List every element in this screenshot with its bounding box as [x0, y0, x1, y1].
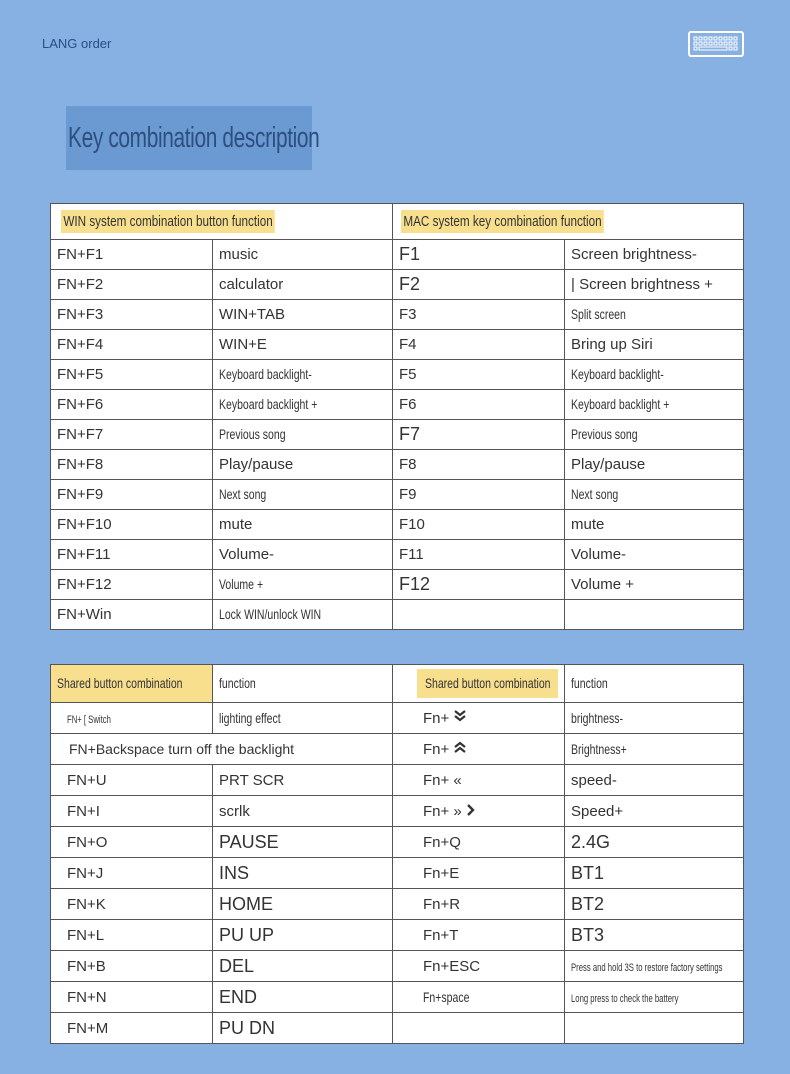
shared-key: FN+L — [67, 926, 105, 944]
win-function: Volume- — [219, 546, 275, 563]
table-row — [51, 920, 744, 951]
mac-function-cell — [565, 480, 744, 510]
win-header-cell — [51, 204, 393, 240]
shared-function-2: Brightness+ — [571, 740, 627, 757]
table-row — [51, 480, 744, 510]
mac-key: F10 — [399, 516, 425, 533]
table-row — [51, 827, 744, 858]
shared-key-2: Fn+ » — [423, 802, 462, 820]
shared-key-2: Fn+R — [423, 895, 461, 913]
shared-key-2-cell — [393, 703, 565, 734]
mac-key-cell — [393, 240, 565, 270]
table-row — [51, 390, 744, 420]
shared-function: PU UP — [219, 924, 275, 945]
mac-function: mute — [571, 516, 605, 533]
shared-function-cell — [213, 951, 393, 982]
shared-key-header-2: Shared button combination — [425, 675, 551, 691]
win-key-cell — [51, 420, 213, 450]
win-function: calculator — [219, 276, 284, 293]
mac-function: Screen brightness- — [571, 246, 697, 263]
win-key: FN+F6 — [57, 396, 104, 413]
mac-function: | Screen brightness + — [571, 276, 713, 293]
win-function-cell — [213, 450, 393, 480]
page-title: Key combination description — [68, 122, 320, 154]
shared-key-cell — [51, 951, 213, 982]
mac-function: Next song — [571, 486, 619, 502]
shared-key: FN+I — [67, 802, 100, 820]
shared-function-2: 2.4G — [571, 831, 611, 852]
mac-function: Keyboard backlight + — [571, 396, 670, 412]
win-key-cell — [51, 330, 213, 360]
mac-key: F9 — [399, 486, 417, 503]
shared-function: PAUSE — [219, 831, 279, 852]
shared-key-cell — [51, 734, 393, 765]
table-row — [51, 600, 744, 630]
shared-function-2: brightness- — [571, 709, 623, 726]
win-function: Previous song — [219, 426, 286, 442]
shared-key-cell — [51, 982, 213, 1013]
win-key: FN+F3 — [57, 306, 104, 323]
shared-key-2: Fn+Q — [423, 833, 461, 851]
win-function: Play/pause — [219, 456, 294, 473]
mac-key: F2 — [399, 274, 421, 294]
win-function: Keyboard backlight + — [219, 396, 318, 412]
shared-function-2: speed- — [571, 771, 617, 789]
win-key: FN+F10 — [57, 516, 112, 533]
shared-function: HOME — [219, 893, 273, 914]
table-row — [51, 330, 744, 360]
shared-function-2: Press and hold 3S to restore factory settings — [571, 961, 723, 974]
table-row — [51, 510, 744, 540]
mac-key: F7 — [399, 424, 421, 444]
shared-function-2-cell — [565, 703, 744, 734]
shared-key: FN+Backspace turn off the backlight — [69, 740, 295, 757]
mac-key: F8 — [399, 456, 417, 473]
win-function: Next song — [219, 486, 267, 502]
shared-function-header-cell — [213, 665, 393, 703]
mac-key: F4 — [399, 336, 417, 353]
shared-key: FN+B — [67, 957, 106, 975]
win-key: FN+F4 — [57, 336, 104, 353]
shared-function-2-cell — [565, 858, 744, 889]
mac-key-cell — [393, 600, 565, 630]
shared-key: FN+N — [67, 988, 107, 1006]
win-key-cell — [51, 270, 213, 300]
win-function-cell — [213, 420, 393, 450]
shared-function-header: function — [219, 675, 256, 691]
table-header-row — [51, 665, 744, 703]
title-box — [66, 106, 320, 170]
mac-function-cell — [565, 570, 744, 600]
win-key: FN+Win — [57, 606, 112, 623]
shared-key-header-cell — [51, 665, 213, 703]
shared-function-cell — [213, 889, 393, 920]
mac-function: Keyboard backlight- — [571, 366, 664, 382]
win-key: FN+F11 — [57, 546, 111, 563]
table-row — [51, 889, 744, 920]
shared-key-2: Fn+E — [423, 864, 460, 882]
table-row — [51, 982, 744, 1013]
shared-function: lighting effect — [219, 709, 281, 726]
table-row — [51, 570, 744, 600]
mac-key-cell — [393, 300, 565, 330]
shared-key: FN+J — [67, 864, 104, 882]
mac-function: Volume + — [571, 576, 634, 593]
win-function: music — [219, 246, 259, 263]
keyboard-icon — [688, 31, 744, 57]
win-mac-table — [50, 203, 744, 630]
shared-key-2: Fn+ — [423, 710, 454, 727]
table-row — [51, 240, 744, 270]
shared-key-cell — [51, 889, 213, 920]
shared-function: END — [219, 986, 258, 1007]
win-function: Volume + — [219, 576, 264, 592]
mac-key-cell — [393, 480, 565, 510]
mac-function-cell — [565, 510, 744, 540]
shared-key-2: Fn+space — [423, 988, 470, 1005]
shared-key-2-cell — [393, 920, 565, 951]
win-function: Keyboard backlight- — [219, 366, 312, 382]
shared-function-2-cell — [565, 951, 744, 982]
mac-key: F6 — [399, 396, 417, 413]
shared-key-2-cell — [393, 982, 565, 1013]
win-function-cell — [213, 510, 393, 540]
shared-key-2-cell — [393, 951, 565, 982]
mac-function-cell — [565, 240, 744, 270]
table-row — [51, 420, 744, 450]
mac-header-cell — [393, 204, 744, 240]
shared-function-2-cell — [565, 765, 744, 796]
win-function-cell — [213, 570, 393, 600]
shared-key-2: Fn+ « — [423, 771, 462, 789]
mac-function-cell — [565, 540, 744, 570]
mac-key: F3 — [399, 306, 417, 323]
mac-function-cell — [565, 420, 744, 450]
mac-key-cell — [393, 570, 565, 600]
mac-key: F12 — [399, 574, 431, 594]
mac-function-cell — [565, 450, 744, 480]
shared-function-2-cell — [565, 889, 744, 920]
shared-function-cell — [213, 796, 393, 827]
table-row — [51, 270, 744, 300]
mac-key-cell — [393, 450, 565, 480]
shared-key-cell — [51, 920, 213, 951]
shared-function-header-2: function — [571, 675, 608, 691]
win-key: FN+F5 — [57, 366, 104, 383]
table-row — [51, 796, 744, 827]
shared-function-cell — [213, 1013, 393, 1044]
shared-key-cell — [51, 703, 213, 734]
mac-function: Play/pause — [571, 456, 646, 473]
mac-function: Bring up Siri — [571, 336, 653, 353]
mac-function-cell — [565, 600, 744, 630]
win-function-cell — [213, 300, 393, 330]
win-key: FN+F9 — [57, 486, 104, 503]
mac-function-cell — [565, 330, 744, 360]
win-function-cell — [213, 600, 393, 630]
mac-key-cell — [393, 420, 565, 450]
win-key-cell — [51, 240, 213, 270]
shared-function-2: BT2 — [571, 893, 605, 914]
table-row — [51, 734, 744, 765]
win-function: Lock WIN/unlock WIN — [219, 606, 322, 622]
win-key-cell — [51, 360, 213, 390]
shared-key-2-cell — [393, 734, 565, 765]
double-chevron-down-icon — [453, 710, 467, 727]
win-key-cell — [51, 480, 213, 510]
shared-function: PU DN — [219, 1017, 276, 1038]
shared-function-2: Speed+ — [571, 802, 624, 820]
shared-key-2-cell — [393, 858, 565, 889]
shared-key-cell — [51, 796, 213, 827]
win-key: FN+F8 — [57, 456, 104, 473]
table-row — [51, 540, 744, 570]
win-key: FN+F12 — [57, 576, 112, 593]
mac-key-cell — [393, 390, 565, 420]
lang-order-label: LANG order — [42, 36, 112, 51]
win-function-cell — [213, 390, 393, 420]
shared-function-2-cell — [565, 734, 744, 765]
shared-function-cell — [213, 982, 393, 1013]
shared-function-2: BT3 — [571, 924, 605, 945]
table-row — [51, 300, 744, 330]
shared-key-cell — [51, 827, 213, 858]
shared-key-2: Fn+ — [423, 741, 454, 758]
shared-function: DEL — [219, 955, 255, 976]
win-function-cell — [213, 330, 393, 360]
shared-function-2-cell — [565, 827, 744, 858]
shared-key-2-cell — [393, 1013, 565, 1044]
shared-key-2-cell — [393, 765, 565, 796]
shared-key: FN+O — [67, 833, 108, 851]
win-function: WIN+E — [219, 336, 267, 353]
mac-key-cell — [393, 540, 565, 570]
shared-function: PRT SCR — [219, 771, 285, 789]
shared-key-2: Fn+ESC — [423, 957, 481, 975]
shared-key-2-cell — [393, 796, 565, 827]
shared-key-2-cell — [393, 889, 565, 920]
table-row — [51, 951, 744, 982]
table-row — [51, 1013, 744, 1044]
mac-key-cell — [393, 510, 565, 540]
shared-function-2-cell — [565, 1013, 744, 1044]
shared-key: FN+U — [67, 771, 107, 789]
shared-key-2-cell — [393, 827, 565, 858]
mac-key: F11 — [399, 546, 424, 563]
table-row — [51, 858, 744, 889]
mac-function-cell — [565, 270, 744, 300]
win-key-cell — [51, 300, 213, 330]
win-key: FN+F1 — [57, 246, 104, 263]
table-row — [51, 360, 744, 390]
win-key-cell — [51, 450, 213, 480]
shared-function: INS — [219, 862, 250, 883]
win-function-cell — [213, 270, 393, 300]
shared-key-cell — [51, 765, 213, 796]
win-key-cell — [51, 390, 213, 420]
win-function-cell — [213, 480, 393, 510]
table-row — [51, 765, 744, 796]
shared-key-header-2-cell — [393, 665, 565, 703]
shared-function-cell — [213, 703, 393, 734]
win-function-cell — [213, 360, 393, 390]
win-key: FN+F2 — [57, 276, 104, 293]
win-key-cell — [51, 510, 213, 540]
mac-function: Previous song — [571, 426, 638, 442]
shared-function-2: Long press to check the battery — [571, 992, 679, 1005]
shared-table — [50, 664, 744, 1044]
shared-function-cell — [213, 858, 393, 889]
mac-key-cell — [393, 330, 565, 360]
win-function: mute — [219, 516, 253, 533]
mac-function-cell — [565, 390, 744, 420]
win-header: WIN system combination button function — [61, 210, 275, 233]
mac-function: Volume- — [571, 546, 627, 563]
win-function: WIN+TAB — [219, 306, 285, 323]
mac-header: MAC system key combination function — [401, 210, 604, 233]
mac-function-cell — [565, 360, 744, 390]
shared-function-2-cell — [565, 920, 744, 951]
table-row — [51, 450, 744, 480]
shared-function-2-cell — [565, 982, 744, 1013]
shared-key-cell — [51, 1013, 213, 1044]
mac-key-cell — [393, 270, 565, 300]
mac-key: F5 — [399, 366, 417, 383]
win-key-cell — [51, 570, 213, 600]
shared-function-header-2-cell — [565, 665, 744, 703]
win-key-cell — [51, 600, 213, 630]
win-key-cell — [51, 540, 213, 570]
shared-function-cell — [213, 827, 393, 858]
shared-key: FN+M — [67, 1019, 109, 1037]
shared-key-header: Shared button combination — [57, 675, 183, 691]
shared-key-2: Fn+T — [423, 926, 459, 944]
win-function-cell — [213, 540, 393, 570]
shared-key-cell — [51, 858, 213, 889]
mac-function-cell — [565, 300, 744, 330]
shared-function-2-cell — [565, 796, 744, 827]
mac-function: Split screen — [571, 306, 626, 322]
shared-function-cell — [213, 765, 393, 796]
win-function-cell — [213, 240, 393, 270]
win-key: FN+F7 — [57, 426, 104, 443]
shared-key: FN+K — [67, 895, 106, 913]
shared-key: FN+ [ Switch — [67, 713, 111, 726]
mac-key: F1 — [399, 244, 421, 264]
table-row — [51, 703, 744, 734]
chevron-right-icon — [466, 803, 476, 820]
shared-function-2: BT1 — [571, 862, 605, 883]
mac-key-cell — [393, 360, 565, 390]
double-chevron-up-icon — [453, 741, 467, 758]
shared-function: scrlk — [219, 802, 250, 820]
table-header-row — [51, 204, 744, 240]
shared-function-cell — [213, 920, 393, 951]
